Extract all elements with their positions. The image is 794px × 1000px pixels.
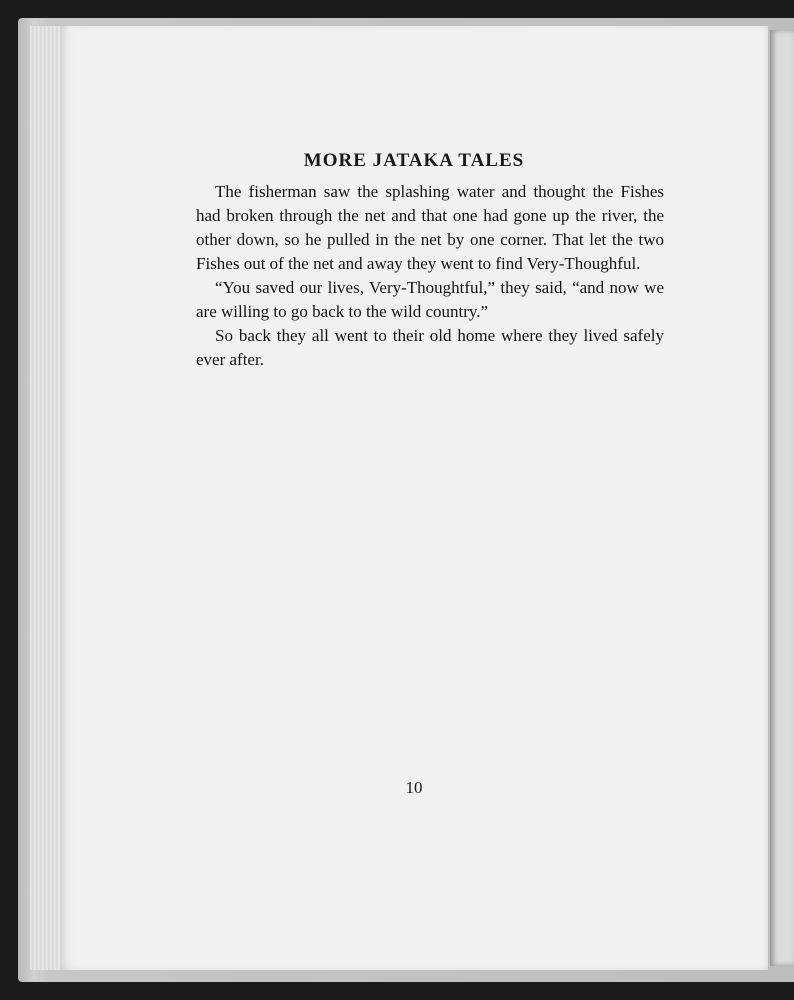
book-page: [60, 26, 768, 970]
paragraph: “You saved our lives, Very-Thoughtful,” they said, “and now we are willing to go back to the wild country.”: [196, 278, 664, 321]
paragraph: The fisherman saw the splashing water and thought the Fishes had broken through the net and that one had gone up the river, the other down, so he pulled in the net by one corner. That let the two Fishes out of the net and away they went to find Very-Thoughful.: [196, 182, 664, 273]
page-number: 10: [405, 778, 423, 797]
body-text: [196, 180, 664, 372]
running-head: MORE JATAKA TALES: [303, 150, 525, 171]
facing-page-edge: [770, 30, 794, 966]
paragraph: So back they all went to their old home where they lived safely ever after.: [196, 326, 664, 369]
